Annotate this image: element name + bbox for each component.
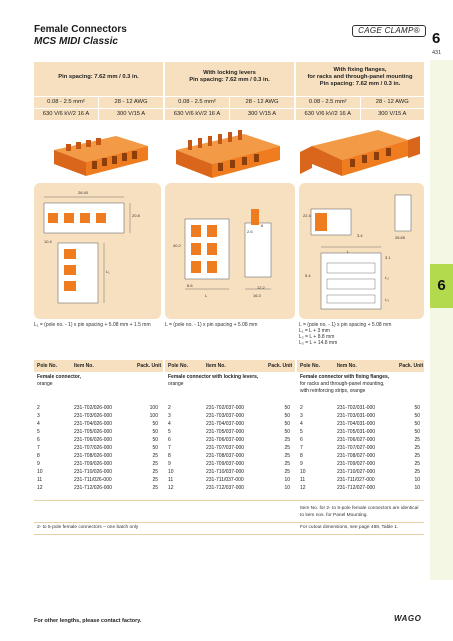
- dim-label: 10.4: [44, 239, 52, 244]
- dim-label: L₃: [385, 297, 389, 302]
- table-cell: 9: [37, 461, 40, 467]
- table-cell: 8: [168, 453, 171, 459]
- table-row: [34, 444, 424, 452]
- table-cell: 9: [168, 461, 171, 467]
- dim-label: L₁: [106, 269, 110, 274]
- footer-note: For other lengths, please contact factory.: [34, 618, 142, 624]
- col-header: Pole No.: [168, 363, 189, 369]
- table-cell: 231-706/026-000: [74, 437, 113, 443]
- table-cell: 100: [149, 405, 158, 411]
- table-cell: 50: [152, 421, 158, 427]
- spec-row-wire: [165, 96, 294, 108]
- table-cell: 25: [414, 461, 420, 467]
- table-cell: 231-703/031-000: [337, 413, 376, 419]
- spec-header: [34, 62, 424, 120]
- dim-label: 16.3: [253, 293, 261, 298]
- table-cell: 25: [284, 445, 290, 451]
- caption-formula-2: L = (pole no. - 1) x pin spacing + 5.08 mm: [165, 322, 258, 328]
- page-number: 431: [432, 50, 442, 56]
- table-cell: 6: [300, 437, 303, 443]
- desc-line: for racks and through-panel mounting,: [300, 381, 385, 387]
- note-line: Item No. for 2- to 5-pole female connectors are identical: [300, 506, 419, 511]
- table-rule: [34, 534, 424, 535]
- table-cell: 25: [414, 469, 420, 475]
- table-cell: 231-702/037-000: [206, 405, 245, 411]
- spec-row-wire: [34, 96, 163, 108]
- table-row: [34, 476, 424, 484]
- caption-formula-3: [299, 322, 424, 346]
- spec-cell: 630 V/6 kV/2 16 A: [42, 111, 90, 117]
- spec-row-rating: [296, 108, 424, 120]
- note-batch: 2- to 5-pole female connectors – one batch only: [37, 525, 139, 530]
- col-header: Pack. Unit: [137, 363, 162, 369]
- spec-col-heading: With locking levers Pin spacing: 7.62 mm / 0.3 in.: [189, 70, 270, 83]
- spec-col-1: [34, 62, 163, 120]
- table-cell: 25: [414, 437, 420, 443]
- table-cell: 231-709/027-000: [337, 461, 376, 467]
- spec-col-2: [165, 62, 294, 120]
- table-cell: 231-708/027-000: [337, 453, 376, 459]
- drawing-1-svg: [34, 183, 161, 319]
- title-line-1: Female Connectors: [34, 24, 127, 35]
- connector-illustration-1: [46, 128, 156, 180]
- table-cell: 3: [37, 413, 40, 419]
- brand-badge: CAGE CLAMP®: [352, 25, 426, 37]
- col-header: Item No.: [74, 363, 94, 369]
- dim-label: 8.6: [187, 283, 193, 288]
- table-cell: 25: [414, 445, 420, 451]
- spec-cell: 28 - 12 AWG: [98, 97, 163, 108]
- spec-col-3: [296, 62, 424, 120]
- table-cell: 50: [414, 421, 420, 427]
- table-cell: 50: [284, 405, 290, 411]
- table-cell: 231-709/026-000: [74, 461, 113, 467]
- table-cell: 231-705/037-000: [206, 429, 245, 435]
- caption-formula-1: L₁ = (pole no. - 1) x pin spacing + 5.08 mm + 1.5 mm: [34, 322, 151, 328]
- spec-col-heading: Pin spacing: 7.62 mm / 0.3 in.: [58, 73, 139, 80]
- table-cell: 25: [414, 453, 420, 459]
- table-cell: 231-708/037-000: [206, 453, 245, 459]
- table-cell: 231-711/037-000: [206, 477, 244, 483]
- dim-label: 6: [261, 223, 264, 228]
- group-description-2: [168, 374, 258, 388]
- side-strip: [430, 60, 453, 580]
- dim-label: 2.6: [247, 229, 253, 234]
- group-description-1: [37, 374, 81, 388]
- table-cell: 25: [152, 477, 158, 483]
- dim-label: L: [347, 249, 350, 254]
- table-cell: 4: [168, 421, 171, 427]
- table-cell: 50: [414, 413, 420, 419]
- table-cell: 7: [37, 445, 40, 451]
- spec-cell: 28 - 12 AWG: [360, 97, 425, 108]
- table-cell: 10: [414, 485, 420, 491]
- table-cell: 231-706/037-000: [206, 437, 245, 443]
- caption-line: L = (pole no. - 1) x pin spacing + 5.08 mm: [299, 322, 392, 328]
- table-cell: 25: [284, 437, 290, 443]
- col-header: Pack. Unit: [399, 363, 424, 369]
- dim-label: 3.4: [357, 233, 363, 238]
- page-title: [34, 24, 127, 48]
- table-cell: 231-703/037-000: [206, 413, 245, 419]
- table-cell: 8: [300, 453, 303, 459]
- table-row: [34, 460, 424, 468]
- table-cell: 231-704/037-000: [206, 421, 245, 427]
- connector-illustration-3: [298, 124, 422, 182]
- table-cell: 231-707/037-000: [206, 445, 245, 451]
- dim-label: 5.4: [305, 273, 311, 278]
- table-cell: 10: [414, 477, 420, 483]
- col-header: Pole No.: [37, 363, 58, 369]
- col-header: Item No.: [206, 363, 226, 369]
- desc-line: Female connector,: [37, 374, 81, 380]
- dim-label: 12.2: [257, 285, 265, 290]
- dimension-drawing-1: [34, 183, 161, 319]
- table-cell: 231-711/026-000: [74, 477, 112, 483]
- spec-cell: 300 V/15 A: [360, 109, 425, 120]
- table-cell: 231-710/026-000: [74, 469, 113, 475]
- table-cell: 50: [284, 421, 290, 427]
- table-cell: 12: [300, 485, 306, 491]
- table-cell: 4: [300, 421, 303, 427]
- table-cell: 231-706/027-000: [337, 437, 376, 443]
- table-cell: 25: [152, 461, 158, 467]
- caption-line: L₂ = L + 8.8 mm: [299, 334, 335, 340]
- table-row: [34, 452, 424, 460]
- table-cell: 25: [284, 469, 290, 475]
- table-cell: 231-705/031-000: [337, 429, 376, 435]
- table-cell: 50: [152, 429, 158, 435]
- spec-row-rating: [165, 108, 294, 120]
- spec-cell: 300 V/15 A: [98, 109, 163, 120]
- table-row: [34, 484, 424, 492]
- table-cell: 9: [300, 461, 303, 467]
- wago-logo: WAGO: [394, 614, 422, 623]
- caption-line: L₃ = L + 14.8 mm: [299, 340, 338, 346]
- dimension-drawing-2: [165, 183, 295, 319]
- spec-row-wire: [296, 96, 424, 108]
- table-cell: 4: [37, 421, 40, 427]
- table-cell: 50: [284, 429, 290, 435]
- dim-label: 40.2: [173, 243, 181, 248]
- table-cell: 5: [37, 429, 40, 435]
- table-cell: 50: [414, 405, 420, 411]
- table-cell: 231-704/031-000: [337, 421, 376, 427]
- note-identical-items: [300, 505, 424, 519]
- spec-cell: 28 - 12 AWG: [229, 97, 294, 108]
- table-cell: 231-703/026-000: [74, 413, 113, 419]
- dim-label: 26.40: [78, 190, 89, 195]
- table-cell: 231-704/026-000: [74, 421, 113, 427]
- spec-cell: 630 V/6 kV/2 16 A: [304, 111, 351, 117]
- table-cell: 11: [300, 477, 306, 483]
- table-cell: 7: [168, 445, 171, 451]
- table-row: [34, 412, 424, 420]
- table-rule: [34, 522, 424, 523]
- table-cell: 231-712/026-000: [74, 485, 113, 491]
- col-header: Pack. Unit: [268, 363, 293, 369]
- table-cell: 5: [300, 429, 303, 435]
- table-cell: 10: [168, 469, 174, 475]
- table-rule: [34, 500, 424, 501]
- table-cell: 10: [284, 477, 290, 483]
- spec-cell: 0.08 - 2.5 mm²: [308, 99, 347, 105]
- table-cell: 25: [152, 453, 158, 459]
- table-cell: 7: [300, 445, 303, 451]
- table-cell: 100: [149, 413, 158, 419]
- table-row: [34, 428, 424, 436]
- desc-line: Female connector with locking levers,: [168, 374, 259, 380]
- table-cell: 3: [300, 413, 303, 419]
- col-header: Pole No.: [300, 363, 321, 369]
- table-cell: 231-705/026-000: [74, 429, 113, 435]
- note-line: to item nos. for Panel Mounting.: [300, 513, 368, 518]
- spec-cell: 630 V/6 kV/2 16 A: [173, 111, 221, 117]
- table-cell: 25: [152, 469, 158, 475]
- table-cell: 231-708/026-000: [74, 453, 113, 459]
- product-photo-locking-levers: [170, 126, 286, 182]
- product-photo-female-connector: [46, 128, 156, 180]
- table-cell: 25: [284, 453, 290, 459]
- chapter-tab[interactable]: [430, 264, 453, 308]
- dimension-drawing-3: [299, 183, 424, 319]
- table-header: [34, 360, 424, 372]
- dim-label: 26.65: [395, 235, 406, 240]
- note-cutout: For cutout dimensions, see page 488, Table 1.: [300, 525, 399, 530]
- table-cell: 10: [300, 469, 306, 475]
- group-description-3: [300, 374, 389, 395]
- drawing-2-svg: [165, 183, 295, 319]
- drawing-3-svg: [299, 183, 424, 319]
- table-cell: 231-707/027-000: [337, 445, 376, 451]
- table-cell: 2: [300, 405, 303, 411]
- dim-label: 20.8: [132, 213, 140, 218]
- product-photo-fixing-flanges: [298, 124, 422, 182]
- connector-illustration-2: [170, 126, 286, 182]
- table-cell: 6: [37, 437, 40, 443]
- table-cell: 231-710/027-000: [337, 469, 376, 475]
- table-row: [34, 468, 424, 476]
- table-cell: 50: [152, 445, 158, 451]
- table-cell: 10: [37, 469, 43, 475]
- table-row: [34, 420, 424, 428]
- table-body: [34, 404, 424, 492]
- table-cell: 11: [168, 477, 174, 483]
- chapter-tab-label: 6: [437, 277, 446, 294]
- table-cell: 50: [414, 429, 420, 435]
- table-cell: 231-702/026-000: [74, 405, 113, 411]
- dim-label: L₂: [385, 275, 389, 280]
- col-header: Item No.: [337, 363, 357, 369]
- table-cell: 8: [37, 453, 40, 459]
- desc-line: with reinforcing strips, orange: [300, 388, 366, 394]
- desc-line: orange: [168, 381, 184, 387]
- dim-label: 22.4: [303, 213, 311, 218]
- table-cell: 11: [37, 477, 43, 483]
- desc-line: orange: [37, 381, 53, 387]
- table-cell: 2: [168, 405, 171, 411]
- table-cell: 231-707/026-000: [74, 445, 113, 451]
- spec-cell: 0.08 - 2.5 mm²: [178, 99, 216, 105]
- spec-cell: 300 V/15 A: [229, 109, 294, 120]
- spec-cell: 0.08 - 2.5 mm²: [47, 99, 85, 105]
- table-cell: 10: [284, 485, 290, 491]
- table-cell: 231-712/027-000: [337, 485, 376, 491]
- caption-line: L₁ = L + 3 mm: [299, 328, 330, 334]
- table-cell: 231-711/027-000: [337, 477, 375, 483]
- spec-col-heading: With fixing flanges, for racks and through-panel mounting Pin spacing: 7.62 mm / 0.3 in.: [307, 66, 413, 87]
- table-cell: 12: [37, 485, 43, 491]
- table-cell: 50: [152, 437, 158, 443]
- table-cell: 231-702/031-000: [337, 405, 376, 411]
- table-cell: 25: [284, 461, 290, 467]
- table-cell: 50: [284, 413, 290, 419]
- spec-row-rating: [34, 108, 163, 120]
- dim-label: 3.1: [385, 255, 391, 260]
- chapter-number: 6: [432, 30, 441, 47]
- table-cell: 3: [168, 413, 171, 419]
- dim-label: L: [205, 293, 208, 298]
- desc-line: Female connector with fixing flanges,: [300, 374, 390, 380]
- table-cell: 5: [168, 429, 171, 435]
- table-cell: 12: [168, 485, 174, 491]
- table-row: [34, 404, 424, 412]
- table-row: [34, 436, 424, 444]
- table-cell: 231-709/037-000: [206, 461, 245, 467]
- table-cell: 25: [152, 485, 158, 491]
- title-line-2: MCS MIDI Classic: [34, 36, 118, 47]
- table-cell: 2: [37, 405, 40, 411]
- table-cell: 231-710/037-000: [206, 469, 245, 475]
- table-cell: 6: [168, 437, 171, 443]
- table-cell: 231-712/037-000: [206, 485, 245, 491]
